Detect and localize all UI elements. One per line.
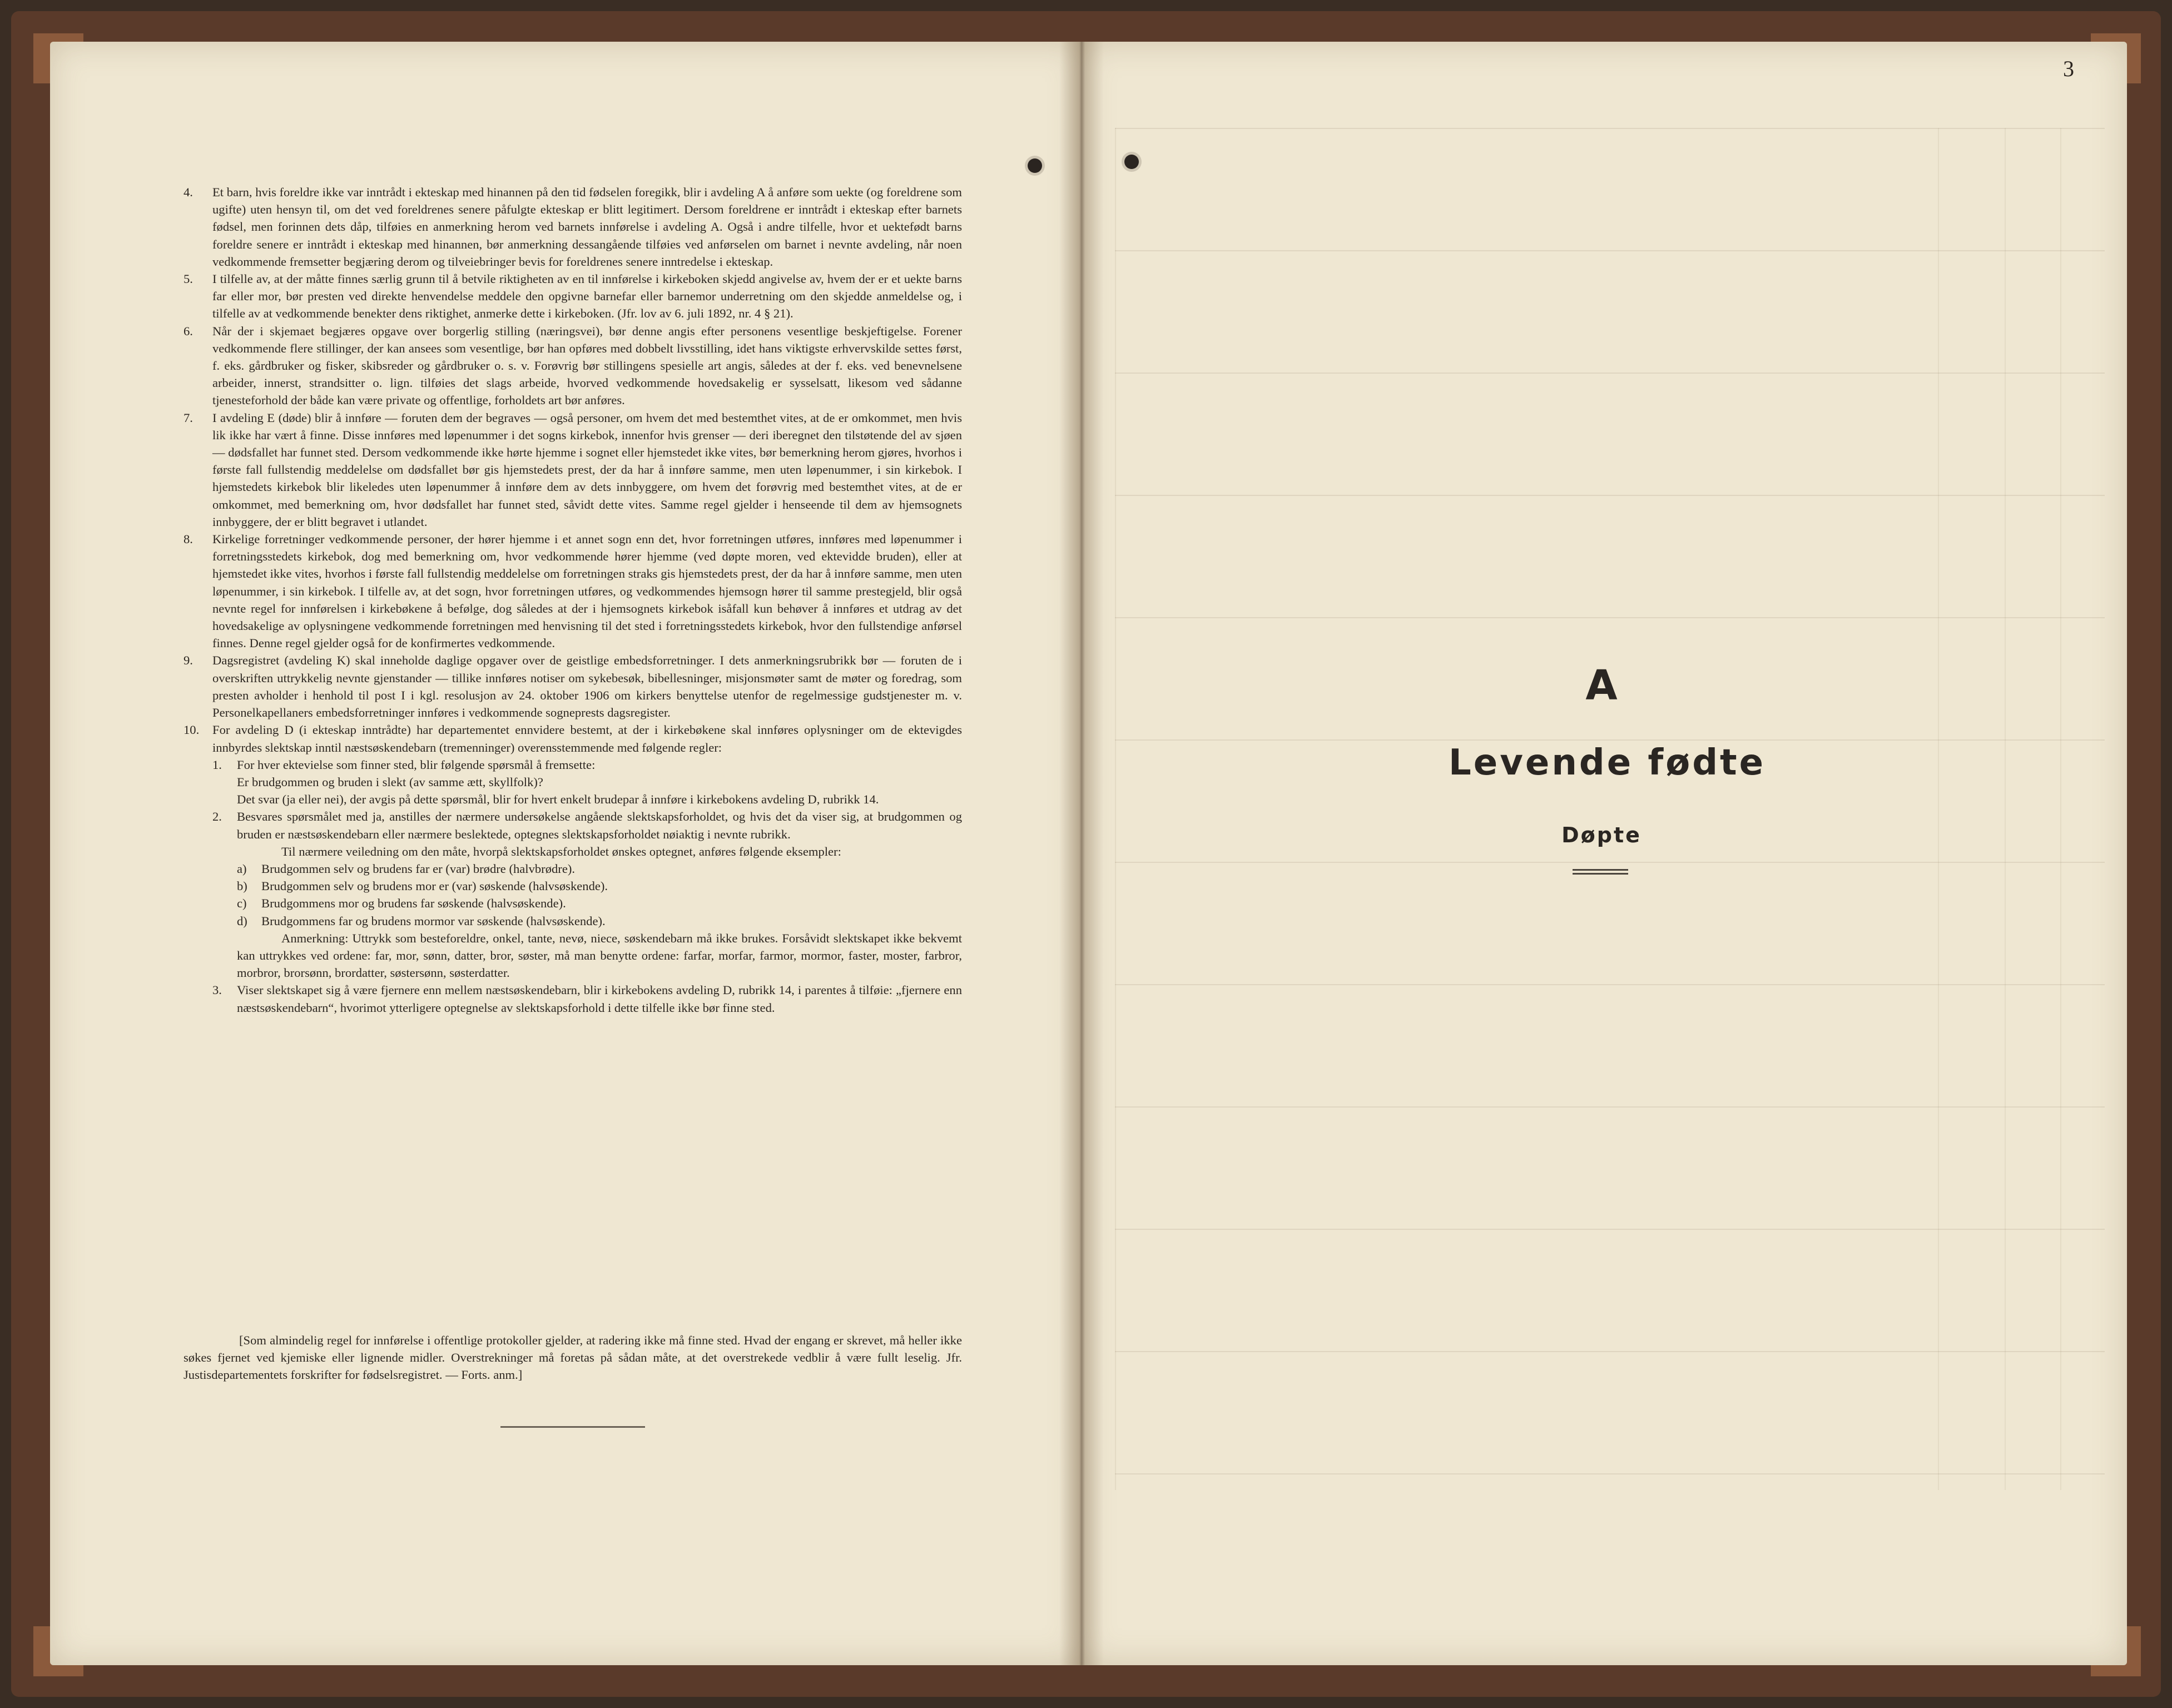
rule-number: 4. [184, 185, 193, 199]
rule-text: Et barn, hvis foreldre ikke var inntrådt i ekteskap med hinannen på den tid fødselen foregikk, blir i avdeling A å anføre som uekte (og foreldrene som ugifte) uten hensyn til, om det ved foreldrenes senere påfulgte ekteskap er blitt legitimert. Dersom foreldrene er inntrådt i ekteskap efter barnets fødsel, men forinnen dets dåp, tilføies en anmerkning herom ved barnets innførelse i avdeling A. Også i andre tilfelle, hvor et uektefødt barns foreldre senere er inntrådt i ekteskap med hinannen, bør anmerkning dessangående tilføies ved anførselen om barnet i nevnte avdeling, når noen vedkommende fremsetter begjæring derom og tilveiebringer bevis for foreldrenes senere inntredelse i ekteskap. [212, 185, 962, 269]
rules-text [184, 183, 962, 1016]
footnote [184, 1332, 962, 1384]
rule-item-7 [184, 409, 962, 530]
rule-text: I tilfelle av, at der måtte finnes særlig grunn til å betvile riktigheten av en til innførelse i kirkeboken skjedd angivelse av, hvem der er et uekte barns far eller mor, bør presten ved direkte henvendelse meddele den opgivne barnefar eller barnemor underretning om den skjedde anmeldelse og, i tilfelle av at vedkommende benekter dens riktighet, anmerke dette i kirkeboken. (Jfr. lov av 6. juli 1892, nr. 4 § 21). [212, 272, 962, 321]
book-gutter [1059, 42, 1104, 1665]
section-letter: A [1585, 662, 1618, 709]
example-item [237, 877, 962, 895]
example-item [237, 895, 962, 912]
rule-number: 8. [184, 532, 193, 547]
example-text: Brudgommen selv og brudens far er (var) brødre (halvbrødre). [261, 861, 576, 876]
rule-item-9 [184, 652, 962, 721]
footnote-text: [Som almindelig regel for innførelse i offentlige protokoller gjelder, at radering ikke må finne sted. Hvad der engang er skrevet, må heller ikke søkes fjernet ved kjemiske eller lignende midler. Overstrekninger må foretas på sådan måte, at det overstrekede vedblir å være fullt leselig. Jfr. Justisdepartementets forskrifter for fødselsregistret. — Forts. anm.] [184, 1333, 962, 1382]
rule-number: 5. [184, 272, 193, 286]
rule-text: Når der i skjemaet begjæres opgave over borgerlig stilling (næringsvei), bør denne angis efter personens vesentlige beskjeftigelse. Forener vedkommende flere stillinger, der kan ansees som vesentlige, bør han opføres med dobbelt livsstilling, idet hans viktigste erhvervskilde settes først, f. eks. gårdbruker og fisker, skibsreder og gårdbruker o. s. v. Forøvrig bør stillingens spesielle art angis, således at der f. eks. ved benevnelsene arbeider, innerst, strandsitter o. lign. tilføies det slags arbeide, hvorved vedkommende hovedsakelig er sysselsatt, likesom ved sådanne tjenesteforhold der både kan være private og offentlige, forholdets art bør anføres. [212, 324, 962, 408]
subrule-text: Det svar (ja eller nei), der avgis på dette spørsmål, blir for hvert enkelt brudepar å innføre i kirkebokens avdeling D, rubrikk 14. [237, 792, 879, 807]
example-text: Brudgommens far og brudens mormor var søskende (halvsøskende). [261, 913, 606, 928]
separator-line [500, 1426, 645, 1428]
show-through-ruling [1115, 128, 2105, 1490]
subrule-number: 3. [212, 983, 222, 997]
rule-number: 10. [184, 723, 200, 737]
example-letter: b) [237, 879, 247, 893]
punch-hole-left [1028, 158, 1042, 173]
rule-text: For avdeling D (i ekteskap inntrådte) har departementet ennvidere bestemt, at der i kirkebøkene skal innføres oplysninger om de ektevigdes innbyrdes slektskap inntil næstsøskendebarn (tremenninger) overensstemmende med følgende regler: [212, 723, 962, 754]
subrule-text: Besvares spørsmålet med ja, anstilles der nærmere undersøkelse angående slektskapsforholdet, og hvis det da viser sig, at brudgommen og bruden er næstsøskendebarn eller nærmere beslektede, optegnes slektskapsforholdet nøiaktig i nevnte rubrikk. [237, 810, 962, 841]
rule-text: Dagsregistret (avdeling K) skal inneholde daglige opgaver over de geistlige embedsforretninger. I dets anmerkningsrubrikk bør — foruten de i overskriften uttrykkelig nevnte gjenstander — tillike innføres notiser om sykebesøk, bibellesninger, misjonsmøter samt de møter og foredrag, som presten avholder i henhold til post I i kgl. resolusjon av 24. oktober 1906 om kirkers benyttelse utenfor de regelmessige gudstjenester m. v. Personelkapellaners embedsforretninger innføres i vedkommende sogneprests dagsregister. [212, 653, 962, 720]
rule-number: 7. [184, 410, 193, 425]
subrule-text: For hver ektevielse som finner sted, blir følgende spørsmål å fremsette: [237, 757, 596, 772]
subrule-text: Til nærmere veiledning om den måte, hvorpå slektskapsforholdet ønskes optegnet, anføres følgende eksempler: [281, 844, 841, 858]
rule-text: I avdeling E (døde) blir å innføre — foruten dem der begraves — også personer, om hvem det med bestemthet vites, at de er omkommet, men hvis lik ikke har vært å finne. Disse innføres med løpenummer i det sogns kirkebok, innenfor hvis grenser — deri iberegnet den tilstøtende del av sjøen — dødsfallet har funnet sted. Dersom vedkommende ikke hørte hjemme i sognet eller hjemstedet ikke vites, bør bemerkning herom gjøres, hvorhos i første fall fullstendig meddelelse om dødsfallet bør gis hjemstedets prest, der da har å innføre samme, men uten løpenummer, i sin kirkebok. I hjemstedets kirkebok blir likeledes uten løpenummer å innføre dem av dets innbyggere, om hvem det forøvrig med bestemthet vites, at de er omkommet, med bemerkning om, hvor dødsfallet har funnet sted, såvidt dette vites. Samme regel gjelder i henseende til dem av hjemsognets innbyggere, der er blitt begravet i utlandet. [212, 410, 962, 529]
rule-number: 9. [184, 653, 193, 668]
subrule-question: Er brudgommen og bruden i slekt (av samme ætt, skyllfolk)? [237, 774, 543, 789]
example-letter: a) [237, 861, 247, 876]
rule-item-6 [184, 322, 962, 409]
rule-item-5 [184, 270, 962, 322]
page-number: 3 [2063, 56, 2074, 81]
subrule-3 [212, 981, 962, 1016]
rule-item-8 [184, 530, 962, 652]
example-item [237, 912, 962, 930]
page-title: Levende fødte [1449, 742, 1766, 783]
example-letter: d) [237, 913, 247, 928]
example-text: Brudgommen selv og brudens mor er (var) søskende (halvsøskende). [261, 879, 608, 893]
double-rule [1573, 869, 1628, 875]
subrule-1 [212, 756, 962, 808]
subrule-number: 2. [212, 810, 222, 824]
example-item [237, 860, 962, 877]
example-letter: c) [237, 896, 247, 911]
page-subtitle: Døpte [1561, 823, 1642, 847]
subrule-text: Viser slektskapet sig å være fjernere enn mellem næstsøskendebarn, blir i kirkebokens avdeling D, rubrikk 14, i parentes å tilføie: „fjernere enn næstsøskendebarn“, hvorimot ytterligere optegnelse av slektskapsforhold i dette tilfelle ikke bør finne sted. [237, 983, 962, 1015]
subrule-2 [212, 808, 962, 981]
annotation-text: Anmerkning: Uttrykk som besteforeldre, onkel, tante, nevø, niece, søskendebarn må ikke brukes. Forsåvidt slektskapet ikke bekvemt kan uttrykkes ved ordene: far, mor, sønn, datter, bror, søster, må man benytte ordene: farfar, morfar, farmor, mormor, faster, moster, farbror, morbror, brorsønn, brordatter, søstersønn, søsterdatter. [237, 931, 962, 980]
rule-text: Kirkelige forretninger vedkommende personer, der hører hjemme i et annet sogn enn det, hvor forretningen utføres, innføres med løpenummer i forretningsstedets kirkebok, dog med bemerkning om, hvor vedkommende hører hjemme (ved døpte moren, ved ektevidde bruden), eller at hjemstedet ikke vites, hvorhos i første fall fullstendig meddelelse om forretningen straks gis hjemstedets prest, der da har å innføre samme, men uten løpenummer, i sin kirkebok. I tilfelle av, at det sogn, hvor forretningen utføres, og vedkommendes hjemsogn hører til samme prestegjeld, blir også nevnte regel for innførelsen i kirkebøkene å befølge, dog således at der i hjemsognets kirkebok isåfall kun behøver å innføres et utdrag av det hovedsakelige av oplysningene vedkommende forretningen med henvisning til det sted i forretningsstedets kirkebok, hvor den fullstendige anførsel finnes. Denne regel gjelder også for de konfirmertes vedkommende. [212, 532, 962, 651]
rule-number: 6. [184, 324, 193, 338]
rule-item-10 [184, 721, 962, 1016]
subrule-number: 1. [212, 757, 222, 772]
example-text: Brudgommens mor og brudens far søskende (halvsøskende). [261, 896, 566, 911]
rule-item-4 [184, 183, 962, 270]
